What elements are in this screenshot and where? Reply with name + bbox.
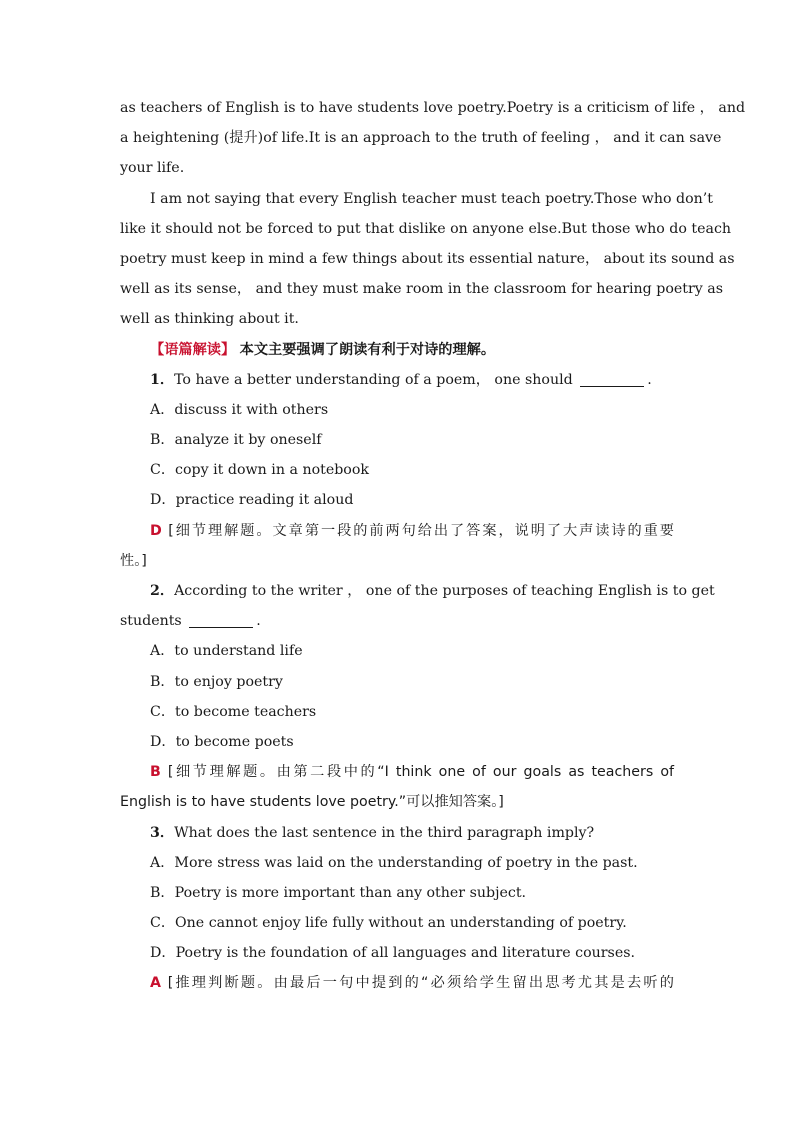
passage-line: a heightening (提升)of life.It is an approach to the truth of feeling ， and it can save [120,130,722,147]
explanation-line: English is to have students love poetry.”可以推知答案。] [120,794,504,811]
answer-blank [580,370,644,387]
explanation-line [120,516,674,546]
option-b: B．analyze it by oneself [150,432,322,449]
passage-line: as teachers of English is to have students love poetry.Poetry is a criticism of life ， and [120,100,746,116]
question-stem: According to the writer ， one of the purposes of teaching English is to get [174,583,715,599]
option-c: C．to become teachers [150,703,317,720]
explanation-line [120,968,674,998]
passage-line: well as thinking about it. [120,311,299,328]
explanation-line: 性。] [120,552,147,569]
passage-line: like it should not be forced to put that dislike on anyone else.But those who do teach [120,220,732,237]
option-c: C．copy it down in a notebook [150,462,369,479]
option-a: A．discuss it with others [150,401,329,418]
option-d: D．to become poets [150,733,294,750]
option-b: B．Poetry is more important than any other subject. [150,884,527,901]
summary-line [120,335,674,365]
explanation-text: [细节理解题。由第二段中的“I think one of our goals as teachers of [167,764,674,781]
option-b: B．to enjoy poetry [150,673,283,690]
answer-key: A [150,975,161,992]
option-d: D．Poetry is the foundation of all languages and literature courses. [150,945,636,962]
answer-key: D [150,522,162,539]
passage-line: your life. [120,160,185,177]
question-number: 3． [150,824,175,841]
option-d: D．practice reading it aloud [150,492,354,509]
answer-key: B [150,764,161,781]
question-2 [120,576,715,606]
question-stem: To have a better understanding of a poem， one should [174,371,573,388]
stem-end: . [647,371,652,388]
explanation-line [120,757,674,787]
passage-line: I am not saying that every English teacher must teach poetry.Those who don’t [150,190,713,207]
question-number: 2． [150,583,175,599]
document-page [120,93,746,999]
question-2-cont [120,606,674,636]
question-stem: What does the last sentence in the third paragraph imply? [174,824,595,841]
stem-end: . [256,613,261,630]
summary-text: 本文主要强调了朗读有利于对诗的理解。 [239,341,496,358]
passage-line: well as its sense， and they must make room in the classroom for hearing poetry as [120,281,724,298]
passage-line: poetry must keep in mind a few things about its essential nature， about its sound as [120,250,735,267]
question-stem: students [120,613,182,630]
option-c: C．One cannot enjoy life fully without an understanding of poetry. [150,915,627,932]
explanation-text: [细节理解题。文章第一段的前两句给出了答案，说明了大声读诗的重要 [168,522,674,539]
answer-blank [189,611,253,628]
question-1 [120,365,674,395]
summary-tag: 【语篇解读】 [150,341,236,358]
explanation-text: [推理判断题。由最后一句中提到的“必须给学生留出思考尤其是去听的 [167,975,674,992]
option-a: A．More stress was laid on the understanding of poetry in the past. [150,854,638,871]
option-a: A．to understand life [150,643,303,660]
question-number: 1． [150,371,175,388]
question-3 [120,818,674,848]
